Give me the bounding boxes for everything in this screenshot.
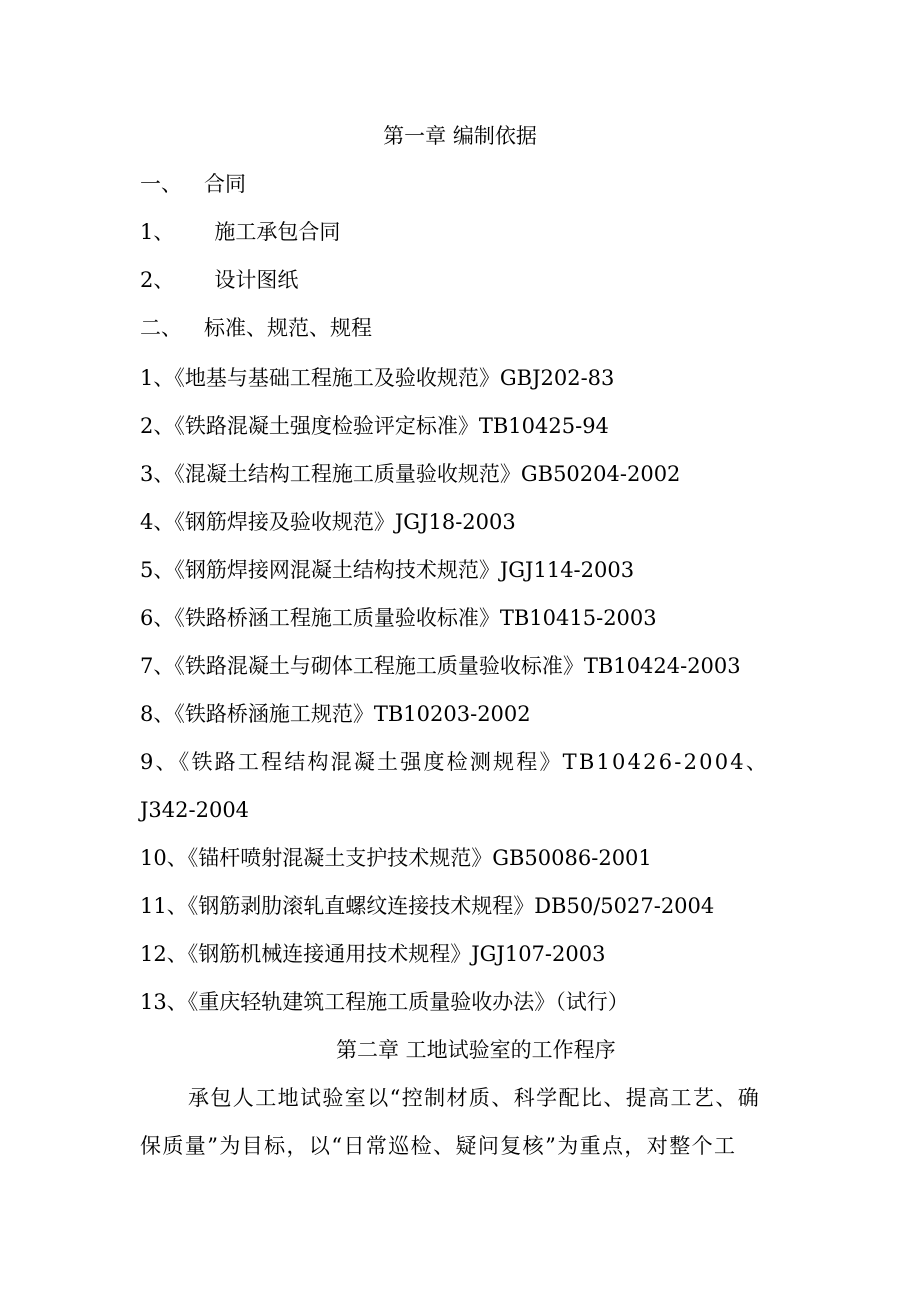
contract-item-2 (140, 266, 298, 294)
section1-number: 一、 (140, 172, 182, 196)
standard-item-5: 5、《钢筋焊接网混凝土结构技术规范》JGJ114-2003 (140, 558, 635, 582)
chapter1-title: 第一章 编制依据 (383, 124, 537, 148)
standard-item-11: 11、《钢筋剥肋滚轧直螺纹连接技术规程》DB50/5027-2004 (140, 894, 715, 918)
section2-number: 二、 (140, 316, 182, 340)
standard-item-7: 7、《铁路混凝土与砌体工程施工质量验收标准》TB10424-2003 (140, 654, 741, 678)
standard-item-1: 1、《地基与基础工程施工及验收规范》GBJ202-83 (140, 366, 615, 390)
section2-label: 标准、规范、规程 (204, 316, 372, 340)
standard-item-4: 4、《钢筋焊接及验收规范》JGJ18-2003 (140, 510, 516, 534)
section1-heading (140, 170, 246, 198)
section2-heading (140, 314, 372, 342)
standard-item-2: 2、《铁路混凝土强度检验评定标准》TB10425-94 (140, 414, 609, 438)
contract-item-number: 1、 (140, 220, 175, 244)
standard-item-6: 6、《铁路桥涵工程施工质量验收标准》TB10415-2003 (140, 606, 657, 630)
paragraph-line-1: 承包人工地试验室以“控制材质、科学配比、提高工艺、确 (188, 1086, 761, 1110)
contract-item-1 (140, 218, 340, 246)
chapter2-title: 第二章 工地试验室的工作程序 (336, 1038, 616, 1062)
contract-item-label: 设计图纸 (214, 268, 299, 292)
standard-item-12: 12、《钢筋机械连接通用技术规程》JGJ107-2003 (140, 942, 606, 966)
standard-item-8: 8、《铁路桥涵施工规范》TB10203-2002 (140, 702, 531, 726)
standard-item-9: 9、《铁路工程结构混凝土强度检测规程》TB10426-2004、 (140, 750, 770, 774)
section1-label: 合同 (204, 172, 246, 196)
contract-item-label: 施工承包合同 (214, 220, 341, 244)
standard-item-13: 13、《重庆轻轨建筑工程施工质量验收办法》（试行） (140, 990, 629, 1014)
paragraph-line-2: 保质量”为目标，以“日常巡检、疑问复核”为重点，对整个工 (140, 1134, 737, 1158)
contract-item-number: 2、 (140, 268, 175, 292)
standard-item-10: 10、《锚杆喷射混凝土支护技术规范》GB50086-2001 (140, 846, 652, 870)
standard-item-9-continued: J342-2004 (140, 798, 250, 822)
standard-item-3: 3、《混凝土结构工程施工质量验收规范》GB50204-2002 (140, 462, 681, 486)
